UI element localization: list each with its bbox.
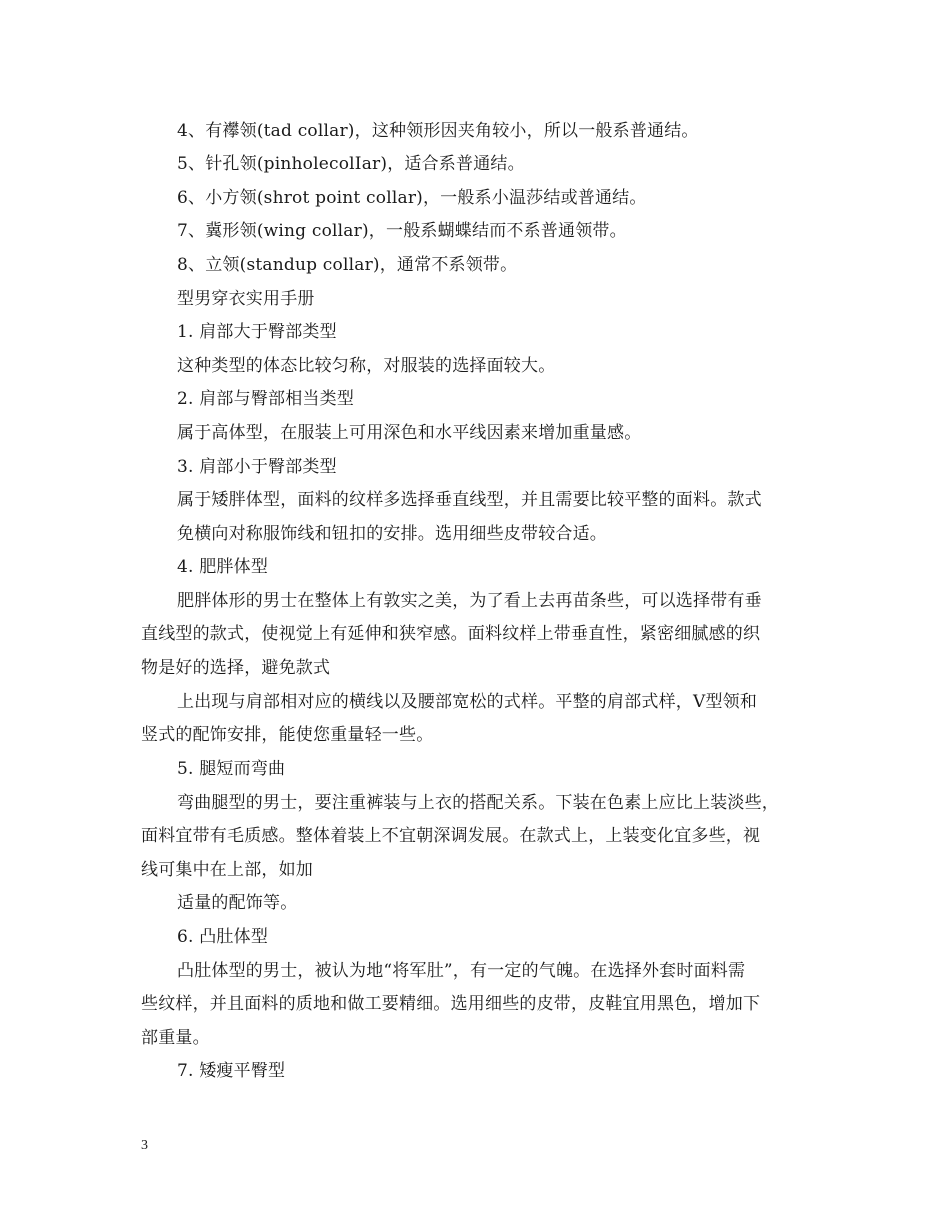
text-line-24: 适量的配饰等。 [177,893,298,913]
text-line-3: 6、小方领(shrot point collar)，一般系小温莎结或普通结。 [177,188,647,208]
text-line-21: 弯曲腿型的男士，要注重裤装与上衣的搭配关系。下装在色素上应比上装淡些， [177,793,779,813]
text-line-13: 免横向对称服饰线和钮扣的安排。选用细些皮带较合适。 [177,524,607,544]
text-line-27: 些纹样，并且面料的质地和做工要精细。选用细些的皮带，皮鞋宜用黑色，增加下 [141,994,761,1014]
text-line-28: 部重量。 [141,1028,210,1048]
subheading-7: 7. 矮瘦平臀型 [177,1061,286,1081]
subheading-1: 1. 肩部大于臀部类型 [177,322,337,342]
text-line-26: 凸肚体型的男士，被认为地“将军肚”，有一定的气魄。在选择外套时面料需 [177,961,746,981]
subheading-6: 6. 凸肚体型 [177,927,269,947]
text-line-12: 属于矮胖体型，面料的纹样多选择垂直线型，并且需要比较平整的面料。款式 [177,490,762,510]
text-line-10: 属于高体型，在服装上可用深色和水平线因素来增加重量感。 [177,423,642,443]
page-number: 3 [141,1138,148,1153]
text-line-22: 面料宜带有毛质感。整体着装上不宜朝深调发展。在款式上，上装变化宜多些，视 [141,826,761,846]
subheading-3: 3. 肩部小于臀部类型 [177,457,337,477]
text-line-18: 上出现与肩部相对应的横线以及腰部宽松的式样。平整的肩部式样，V型领和 [177,692,758,712]
text-line-23: 线可集中在上部，如加 [141,860,313,880]
text-line-16: 直线型的款式，使视觉上有延伸和狭窄感。面料纹样上带垂直性，紧密细腻感的织 [141,624,761,644]
subheading-4: 4. 肥胖体型 [177,557,269,577]
subheading-2: 2. 肩部与臀部相当类型 [177,389,355,409]
text-line-1: 4、有襻领(tad collar)，这种领形因夹角较小，所以一般系普通结。 [177,121,699,141]
text-line-4: 7、冀形领(wing collar)，一般系蝴蝶结而不系普通领带。 [177,221,627,241]
subheading-5: 5. 腿短而弯曲 [177,759,286,779]
text-line-2: 5、针孔领(pinholecolIar)，适合系普通结。 [177,154,525,174]
text-line-15: 肥胖体形的男士在整体上有敦实之美，为了看上去再苗条些，可以选择带有垂 [177,591,762,611]
text-line-19: 竖式的配饰安排，能使您重量轻一些。 [141,725,434,745]
section-heading: 型男穿衣实用手册 [177,289,315,309]
text-line-8: 这种类型的体态比较匀称，对服装的选择面较大。 [177,356,556,376]
text-line-5: 8、立领(standup collar)，通常不系领带。 [177,255,518,275]
text-line-17: 物是好的选择，避免款式 [141,658,331,678]
